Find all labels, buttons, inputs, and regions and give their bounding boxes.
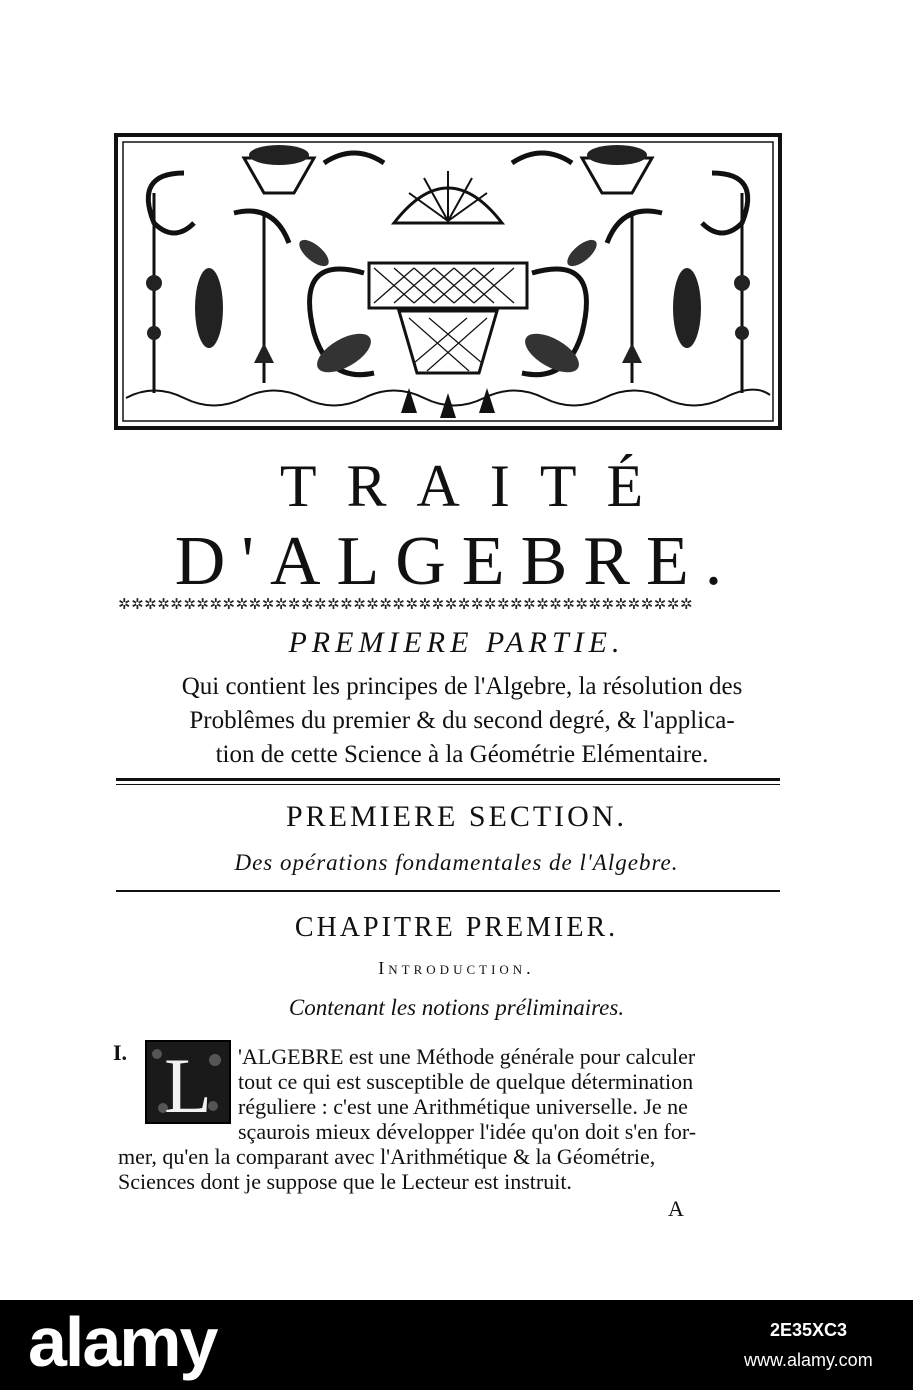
chapter-subheading: Introduction. [378, 958, 535, 978]
partie-text-line: Qui contient les principes de l'Algebre, la résolution des [181, 673, 743, 700]
paragraph-number: I. [113, 1040, 128, 1065]
logo-text: alamy [28, 1306, 217, 1381]
paragraph-line: 'ALGEBRE est une Méthode générale pour calculer [238, 1044, 696, 1069]
paragraph-line: Sciences dont je suppose que le Lecteur est instruit. [118, 1169, 572, 1194]
ornamental-headpiece [114, 133, 782, 430]
chapter-heading: CHAPITRE PREMIER. [294, 912, 619, 943]
double-rule-top [116, 778, 780, 781]
decorated-initial [145, 1040, 231, 1124]
image-id: 2E35XC3 [770, 1320, 848, 1340]
paragraph-line: tout ce qui est susceptible de quelque détermination [238, 1069, 694, 1094]
partie-text-line: tion de cette Science à la Géométrie Elémentaire. [215, 741, 709, 768]
paragraph-line: sçaurois mieux développer l'idée qu'on doit s'en for- [238, 1119, 697, 1144]
title-line-2: D'ALGEBRE. [174, 523, 739, 600]
section-heading: PREMIERE SECTION. [285, 800, 627, 833]
paragraph-line: mer, qu'en la comparant avec l'Arithmétique & la Géométrie, [118, 1144, 656, 1169]
section-subtitle: Des opérations fondamentales de l'Algebre. [234, 850, 679, 875]
ornamental-star-row: ✲✲✲✲✲✲✲✲✲✲✲✲✲✲✲✲✲✲✲✲✲✲✲✲✲✲✲✲✲✲✲✲✲✲✲✲✲✲✲✲✲✲✲✲ [118, 595, 694, 613]
alamy-logo [28, 1306, 368, 1384]
signature-mark: A [668, 1196, 684, 1221]
dropcap-letter: L [164, 1042, 212, 1124]
chapter-subtitle: Contenant les notions préliminaires. [288, 995, 625, 1020]
title-line-1: TRAITÉ [279, 453, 674, 519]
section-rule [116, 890, 780, 892]
partie-heading: PREMIERE PARTIE. [288, 626, 625, 659]
double-rule-bottom [116, 784, 780, 785]
partie-text-line: Problêmes du premier & du second degré, & l'applica- [189, 707, 735, 734]
decorated-initial-frame [145, 1040, 231, 1124]
website-text[interactable]: www.alamy.com [744, 1350, 873, 1370]
paragraph-line: réguliere : c'est une Arithmétique universelle. Je ne [238, 1094, 688, 1119]
